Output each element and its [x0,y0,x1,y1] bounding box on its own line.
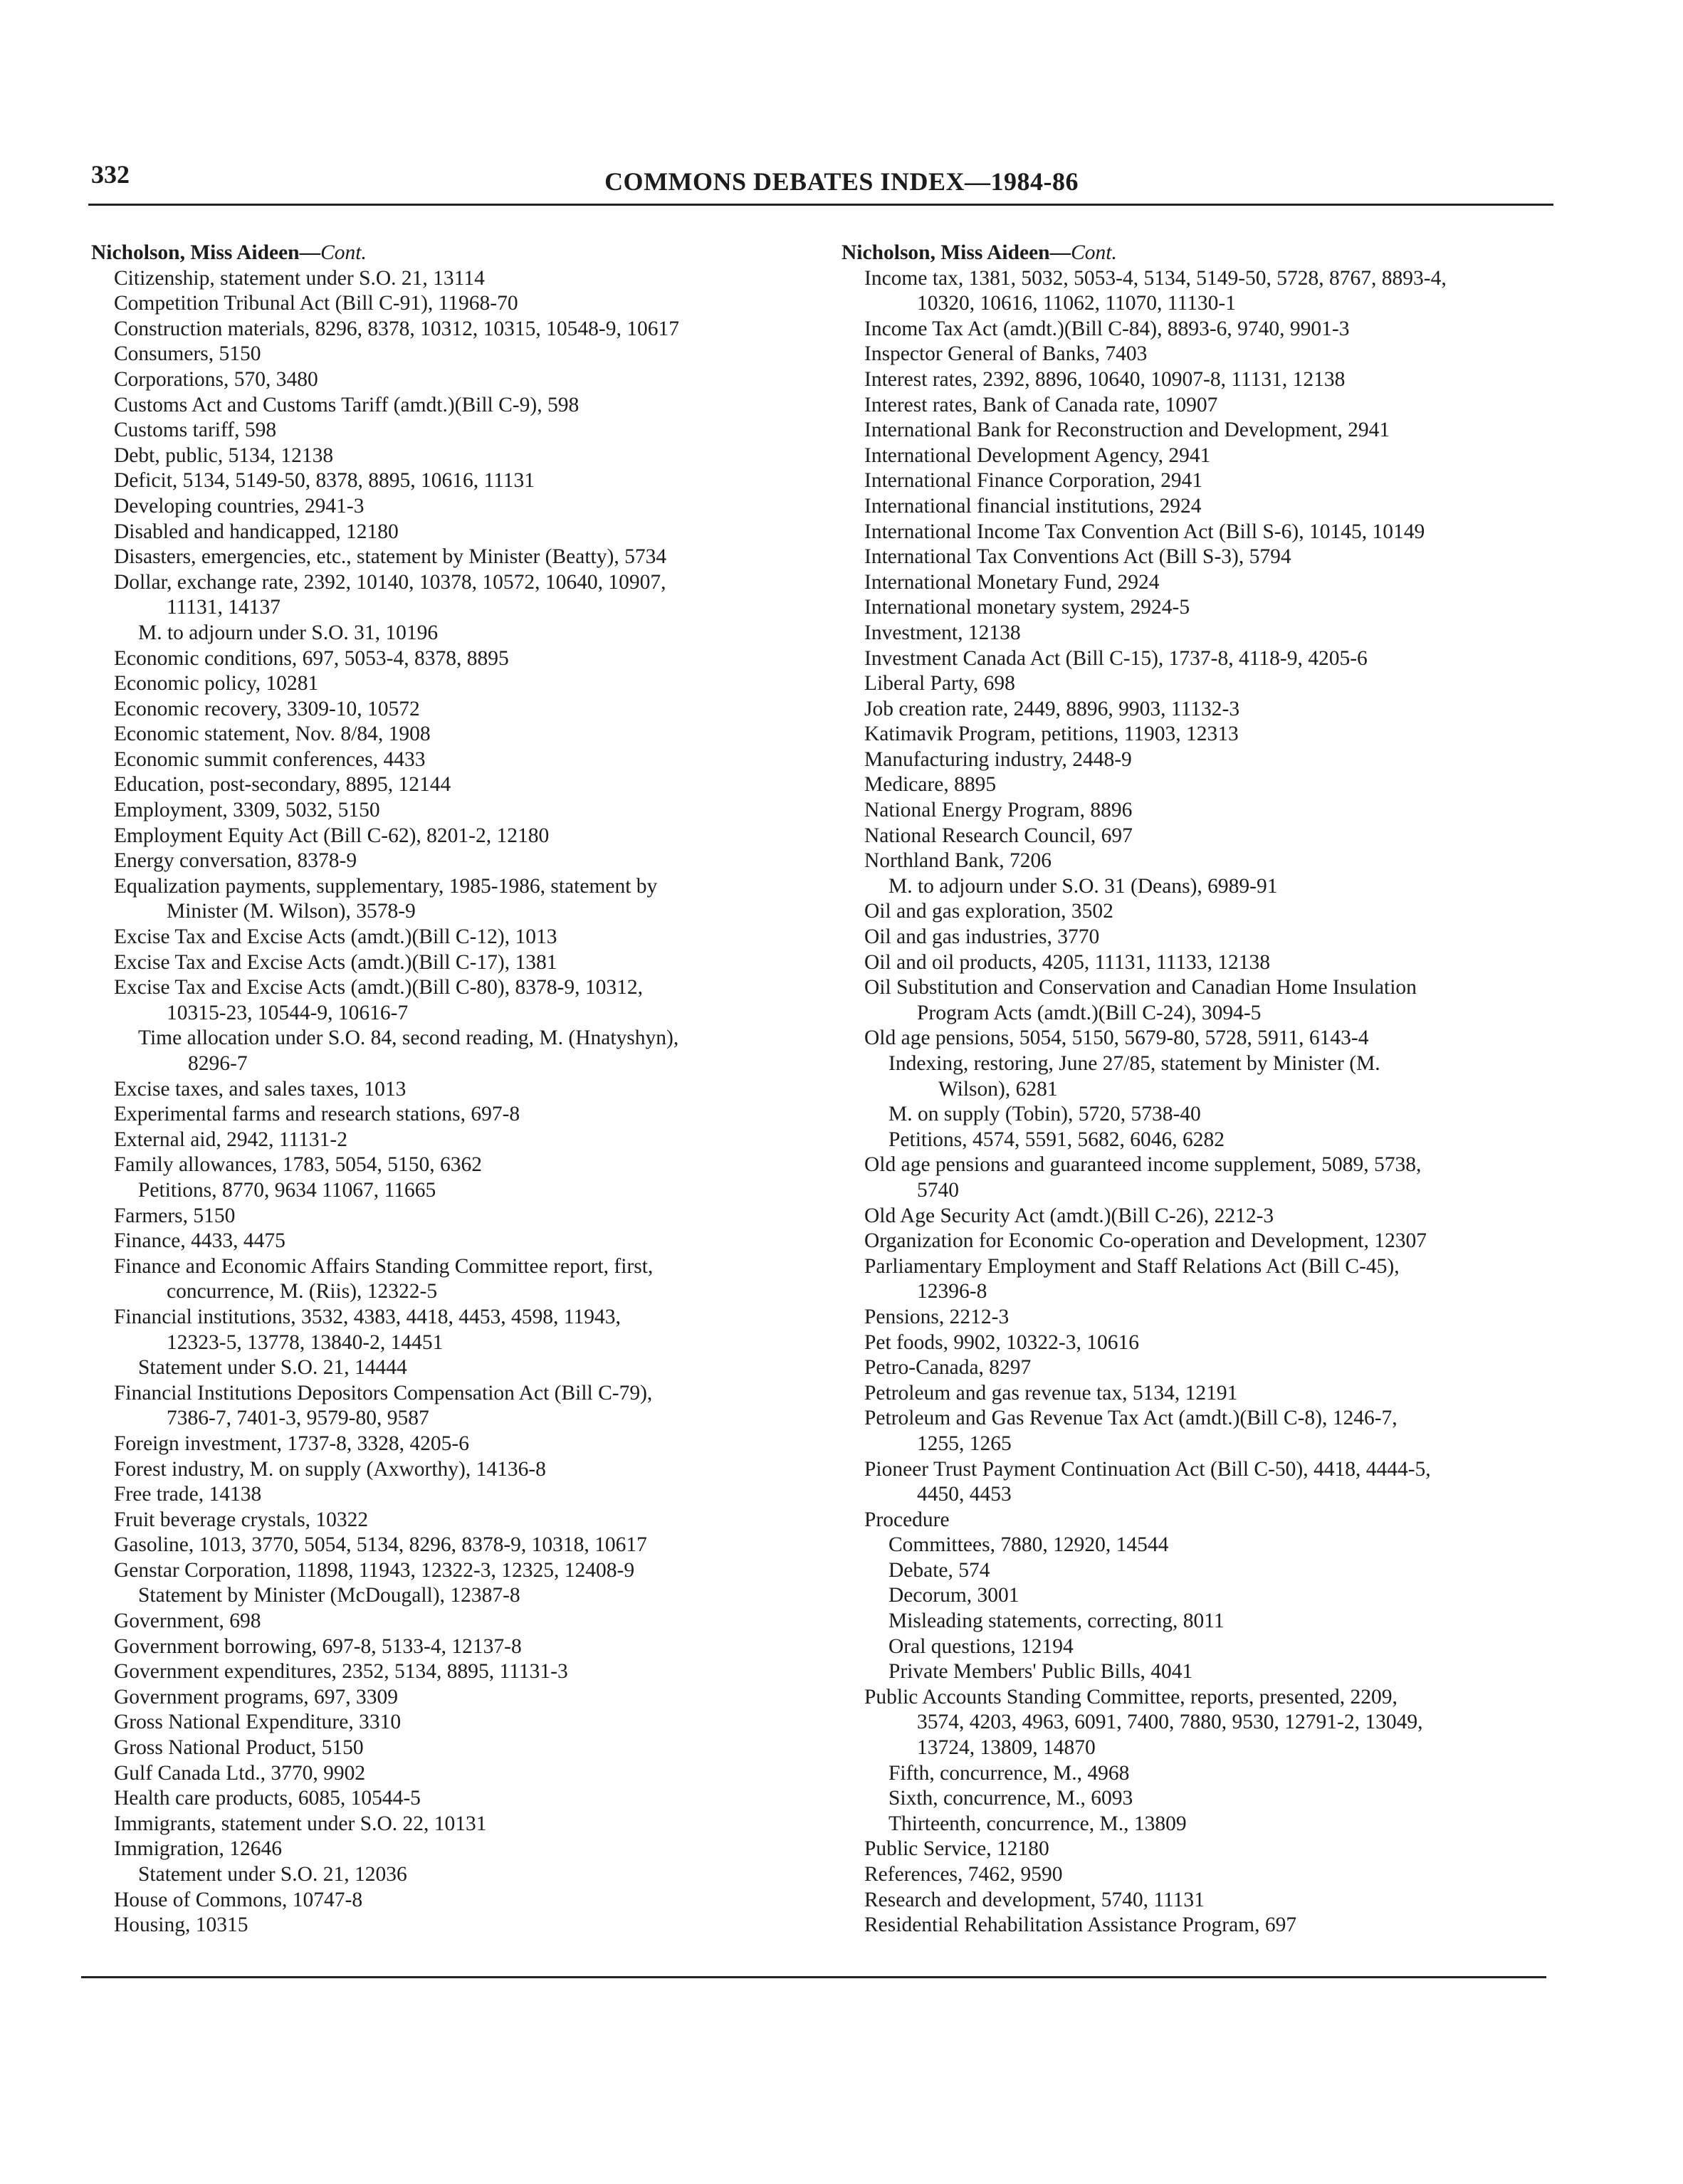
index-entry: Deficit, 5134, 5149-50, 8378, 8895, 10616, 11131 [114,469,535,493]
index-entry: Government borrowing, 697-8, 5133-4, 12137-8 [114,1634,522,1658]
index-entry: Disasters, emergencies, etc., statement by Minister (Beatty), 5734 [114,545,667,569]
index-subentry: M. to adjourn under S.O. 31, 10196 [138,621,439,644]
index-entry: Fruit beverage crystals, 10322 [114,1508,369,1531]
index-entry: Income tax, 1381, 5032, 5053-4, 5134, 5149-50, 5728, 8767, 8893-4, [864,266,1447,290]
index-heading: Nicholson, Miss Aideen—Cont. [91,241,367,264]
index-entry: Manufacturing industry, 2448-9 [864,747,1132,771]
index-entry: Medicare, 8895 [864,773,997,797]
index-entry: Free trade, 14138 [114,1483,262,1506]
header-rule [88,204,1553,206]
index-entry: Education, post-secondary, 8895, 12144 [114,773,451,797]
index-entry: Economic conditions, 697, 5053-4, 8378, 8895 [114,646,509,670]
footer-rule [81,1976,1546,1978]
index-entry: 10320, 10616, 11062, 11070, 11130-1 [917,292,1236,315]
index-entry: Excise Tax and Excise Acts (amdt.)(Bill C-80), 8378-9, 10312, [114,976,643,999]
index-entry: 10315-23, 10544-9, 10616-7 [167,1001,409,1024]
index-entry: Energy conversation, 8378-9 [114,849,357,873]
index-entry: Family allowances, 1783, 5054, 5150, 6362 [114,1153,483,1177]
index-entry: Debt, public, 5134, 12138 [114,443,334,467]
index-subentry: Statement by Minister (McDougall), 12387-8 [138,1584,520,1607]
index-entry: Gasoline, 1013, 3770, 5054, 5134, 8296, 8378-9, 10318, 10617 [114,1533,647,1557]
index-subentry: 8296-7 [188,1052,248,1075]
index-entry: 11131, 14137 [167,596,281,619]
index-entry: Gross National Product, 5150 [114,1736,364,1760]
index-entry: Parliamentary Employment and Staff Relations Act (Bill C-45), [864,1254,1400,1278]
index-entry: Employment, 3309, 5032, 5150 [114,799,380,822]
index-entry: Government expenditures, 2352, 5134, 8895, 11131-3 [114,1660,568,1684]
index-entry: Program Acts (amdt.)(Bill C-24), 3094-5 [917,1001,1262,1024]
index-entry: Consumers, 5150 [114,342,261,366]
index-entry: 4450, 4453 [917,1483,1012,1506]
index-entry: International Tax Conventions Act (Bill S-3), 5794 [864,545,1291,569]
index-entry: Organization for Economic Co-operation and Development, 12307 [864,1229,1427,1253]
index-entry: Finance and Economic Affairs Standing Committee report, first, [114,1254,654,1278]
index-subentry: Wilson), 6281 [938,1077,1058,1101]
index-entry: Public Service, 12180 [864,1837,1049,1861]
index-heading: Nicholson, Miss Aideen—Cont. [842,241,1117,264]
index-subentry: Private Members' Public Bills, 4041 [888,1660,1193,1684]
index-entry: Customs Act and Customs Tariff (amdt.)(Bill C-9), 598 [114,393,580,416]
index-entry: Investment Canada Act (Bill C-15), 1737-8, 4118-9, 4205-6 [864,646,1368,670]
index-entry: Inspector General of Banks, 7403 [864,342,1148,366]
index-entry: Oil and oil products, 4205, 11131, 11133, 12138 [864,950,1271,974]
index-entry: Finance, 4433, 4475 [114,1229,285,1253]
index-entry: Interest rates, 2392, 8896, 10640, 10907-8, 11131, 12138 [864,367,1346,391]
index-entry: Pensions, 2212-3 [864,1305,1010,1328]
index-entry: Financial institutions, 3532, 4383, 4418, 4453, 4598, 11943, [114,1305,621,1328]
index-entry: Government programs, 697, 3309 [114,1685,398,1708]
index-entry: Katimavik Program, petitions, 11903, 12313 [864,723,1239,746]
index-entry: 5740 [917,1178,959,1202]
index-entry: Excise Tax and Excise Acts (amdt.)(Bill C-17), 1381 [114,950,557,974]
index-entry: Petroleum and gas revenue tax, 5134, 12191 [864,1381,1238,1405]
index-entry: 7386-7, 7401-3, 9579-80, 9587 [167,1407,429,1430]
index-entry: Employment Equity Act (Bill C-62), 8201-2, 12180 [114,824,550,847]
index-entry: Petroleum and Gas Revenue Tax Act (amdt.)(Bill C-8), 1246-7, [864,1407,1398,1430]
index-entry: Gulf Canada Ltd., 3770, 9902 [114,1761,366,1785]
index-entry: International financial institutions, 2924 [864,494,1202,518]
index-entry: 12323-5, 13778, 13840-2, 14451 [167,1330,444,1354]
index-entry: Petro-Canada, 8297 [864,1356,1032,1380]
index-entry: Minister (M. Wilson), 3578-9 [167,900,416,923]
index-entry: Housing, 10315 [114,1913,248,1937]
index-entry: International Income Tax Convention Act (Bill S-6), 10145, 10149 [864,520,1425,543]
index-entry: Competition Tribunal Act (Bill C-91), 11968-70 [114,292,518,315]
index-subentry: Thirteenth, concurrence, M., 13809 [888,1812,1187,1835]
index-entry: Income Tax Act (amdt.)(Bill C-84), 8893-6, 9740, 9901-3 [864,317,1350,340]
index-subentry: Indexing, restoring, June 27/85, statement by Minister (M. [888,1052,1380,1075]
index-entry: International Bank for Reconstruction and Development, 2941 [864,419,1390,442]
index-entry: Immigrants, statement under S.O. 22, 10131 [114,1812,487,1835]
index-entry: Oil and gas exploration, 3502 [864,900,1113,923]
index-subentry: M. to adjourn under S.O. 31 (Deans), 6989-91 [888,874,1278,898]
index-entry: Excise Tax and Excise Acts (amdt.)(Bill C-12), 1013 [114,925,557,949]
index-entries [91,266,810,1938]
index-entry: Public Accounts Standing Committee, reports, presented, 2209, [864,1685,1398,1708]
index-entry: Immigration, 12646 [114,1837,282,1861]
index-entry: Equalization payments, supplementary, 1985-1986, statement by [114,874,658,898]
index-entry: Liberal Party, 698 [864,672,1015,695]
index-entry: Interest rates, Bank of Canada rate, 10907 [864,393,1218,416]
index-entry: Construction materials, 8296, 8378, 10312, 10315, 10548-9, 10617 [114,317,679,340]
index-entry: Oil Substitution and Conservation and Canadian Home Insulation [864,976,1417,999]
index-subentry: Petitions, 8770, 9634 11067, 11665 [138,1178,436,1202]
index-entry: Oil and gas industries, 3770 [864,925,1100,949]
index-entry: Government, 698 [114,1610,261,1633]
index-entry: Citizenship, statement under S.O. 21, 13114 [114,266,485,290]
index-entry: 12396-8 [917,1280,987,1303]
index-subentry: Statement under S.O. 21, 14444 [138,1356,407,1380]
index-subentry: Petitions, 4574, 5591, 5682, 6046, 6282 [888,1128,1225,1151]
index-subentry: Sixth, concurrence, M., 6093 [888,1787,1133,1810]
continued-label: Cont. [320,241,367,264]
index-entry: Old age pensions and guaranteed income supplement, 5089, 5738, [864,1153,1422,1177]
index-entry: Economic summit conferences, 4433 [114,747,426,771]
index-entry: External aid, 2942, 11131-2 [114,1128,347,1151]
index-entry: International Development Agency, 2941 [864,443,1211,467]
index-entry: Residential Rehabilitation Assistance Program, 697 [864,1913,1297,1937]
index-entry: House of Commons, 10747-8 [114,1888,363,1911]
index-entry: National Energy Program, 8896 [864,799,1133,822]
index-entries [842,266,1561,1938]
index-entry: National Research Council, 697 [864,824,1133,847]
index-entry: Research and development, 5740, 11131 [864,1888,1205,1911]
index-entry: International monetary system, 2924-5 [864,596,1190,619]
page-number: 332 [91,160,130,189]
index-subentry: M. on supply (Tobin), 5720, 5738-40 [888,1103,1201,1126]
index-subentry: Decorum, 3001 [888,1584,1019,1607]
index-entry: Economic statement, Nov. 8/84, 1908 [114,723,431,746]
index-entry: International Monetary Fund, 2924 [864,570,1160,594]
index-entry: International Finance Corporation, 2941 [864,469,1203,493]
index-entry: Job creation rate, 2449, 8896, 9903, 11132-3 [864,697,1240,720]
index-entry: Pioneer Trust Payment Continuation Act (Bill C-50), 4418, 4444-5, [864,1457,1431,1481]
index-column-left [91,241,810,1938]
index-entry: Foreign investment, 1737-8, 3328, 4205-6 [114,1432,469,1455]
index-entry: Dollar, exchange rate, 2392, 10140, 10378, 10572, 10640, 10907, [114,570,666,594]
index-subentry: Committees, 7880, 12920, 14544 [888,1533,1169,1557]
index-subentry: Fifth, concurrence, M., 4968 [888,1761,1130,1785]
index-entry: Pet foods, 9902, 10322-3, 10616 [864,1330,1139,1354]
index-entry: Old age pensions, 5054, 5150, 5679-80, 5728, 5911, 6143-4 [864,1027,1369,1050]
index-subentry: Time allocation under S.O. 84, second reading, M. (Hnatyshyn), [138,1027,679,1050]
index-entry: Forest industry, M. on supply (Axworthy), 14136-8 [114,1457,546,1481]
index-subentry: Statement under S.O. 21, 12036 [138,1863,407,1886]
index-entry: Excise taxes, and sales taxes, 1013 [114,1077,407,1101]
index-entry: 3574, 4203, 4963, 6091, 7400, 7880, 9530, 12791-2, 13049, [917,1711,1423,1734]
index-entry: References, 7462, 9590 [864,1863,1063,1886]
index-entry: Northland Bank, 7206 [864,849,1052,873]
index-subentry: Debate, 574 [888,1558,990,1582]
index-entry: Gross National Expenditure, 3310 [114,1711,402,1734]
index-subentry: Misleading statements, correcting, 8011 [888,1610,1225,1633]
index-entry: Economic recovery, 3309-10, 10572 [114,697,420,720]
index-entry: Customs tariff, 598 [114,419,277,442]
index-entry: 13724, 13809, 14870 [917,1736,1096,1760]
index-entry: 1255, 1265 [917,1432,1012,1455]
continued-label: Cont. [1071,241,1117,264]
index-entry: Financial Institutions Depositors Compensation Act (Bill C-79), [114,1381,653,1405]
index-entry: Procedure [864,1508,950,1531]
index-entry: Corporations, 570, 3480 [114,367,318,391]
index-entry: Investment, 12138 [864,621,1021,644]
index-entry: Economic policy, 10281 [114,672,319,695]
index-entry: concurrence, M. (Riis), 12322-5 [167,1280,438,1303]
index-entry: Disabled and handicapped, 12180 [114,520,399,543]
running-title: COMMONS DEBATES INDEX—1984-86 [604,167,1079,196]
index-entry: Health care products, 6085, 10544-5 [114,1787,421,1810]
index-column-right [842,241,1561,1938]
index-entry: Farmers, 5150 [114,1204,236,1227]
index-entry: Genstar Corporation, 11898, 11943, 12322-3, 12325, 12408-9 [114,1558,635,1582]
index-entry: Developing countries, 2941-3 [114,494,365,518]
index-subentry: Oral questions, 12194 [888,1634,1074,1658]
index-entry: Experimental farms and research stations, 697-8 [114,1103,520,1126]
index-entry: Old Age Security Act (amdt.)(Bill C-26), 2212-3 [864,1204,1274,1227]
